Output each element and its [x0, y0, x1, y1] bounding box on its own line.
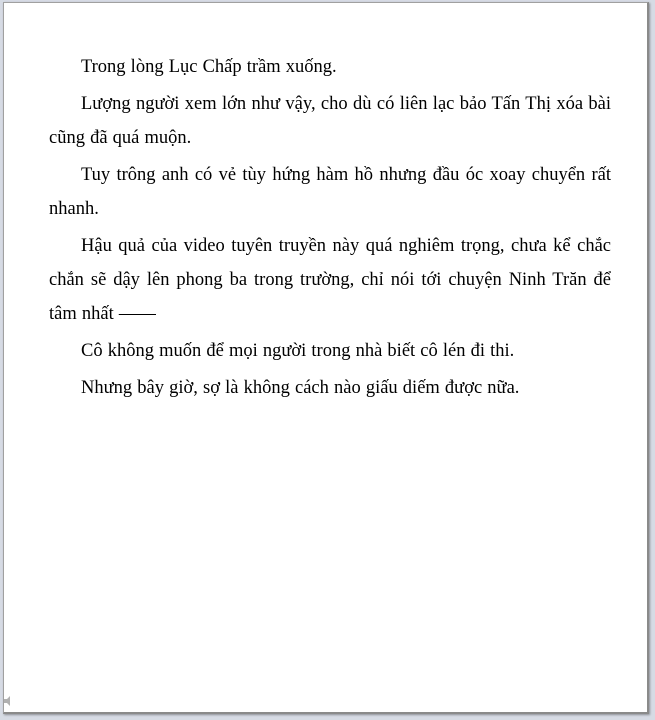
speaker-icon	[3, 695, 15, 707]
document-page	[3, 2, 649, 714]
paragraph-2: Lượng người xem lớn như vậy, cho dù có liên lạc bảo Tấn Thị xóa bài cũng đã quá muộn.	[49, 94, 611, 148]
paragraph-3: Tuy trông anh có vẻ tùy hứng hàm hồ nhưng đầu óc xoay chuyển rất nhanh.	[49, 165, 611, 219]
paragraph-4: Hậu quả của video tuyên truyền này quá nghiêm trọng, chưa kể chắc chắn sẽ dậy lên phong ba trong trường, chỉ nói tới chuyện Ninh Trăn để tâm nhất ——	[49, 236, 611, 324]
paragraph-6: Nhưng bây giờ, sợ là không cách nào giấu diếm được nữa.	[81, 378, 520, 398]
paragraph-1: Trong lòng Lục Chấp trầm xuống.	[81, 57, 337, 77]
document-body	[49, 50, 611, 408]
paragraph-5: Cô không muốn để mọi người trong nhà biết cô lén đi thi.	[81, 341, 515, 361]
